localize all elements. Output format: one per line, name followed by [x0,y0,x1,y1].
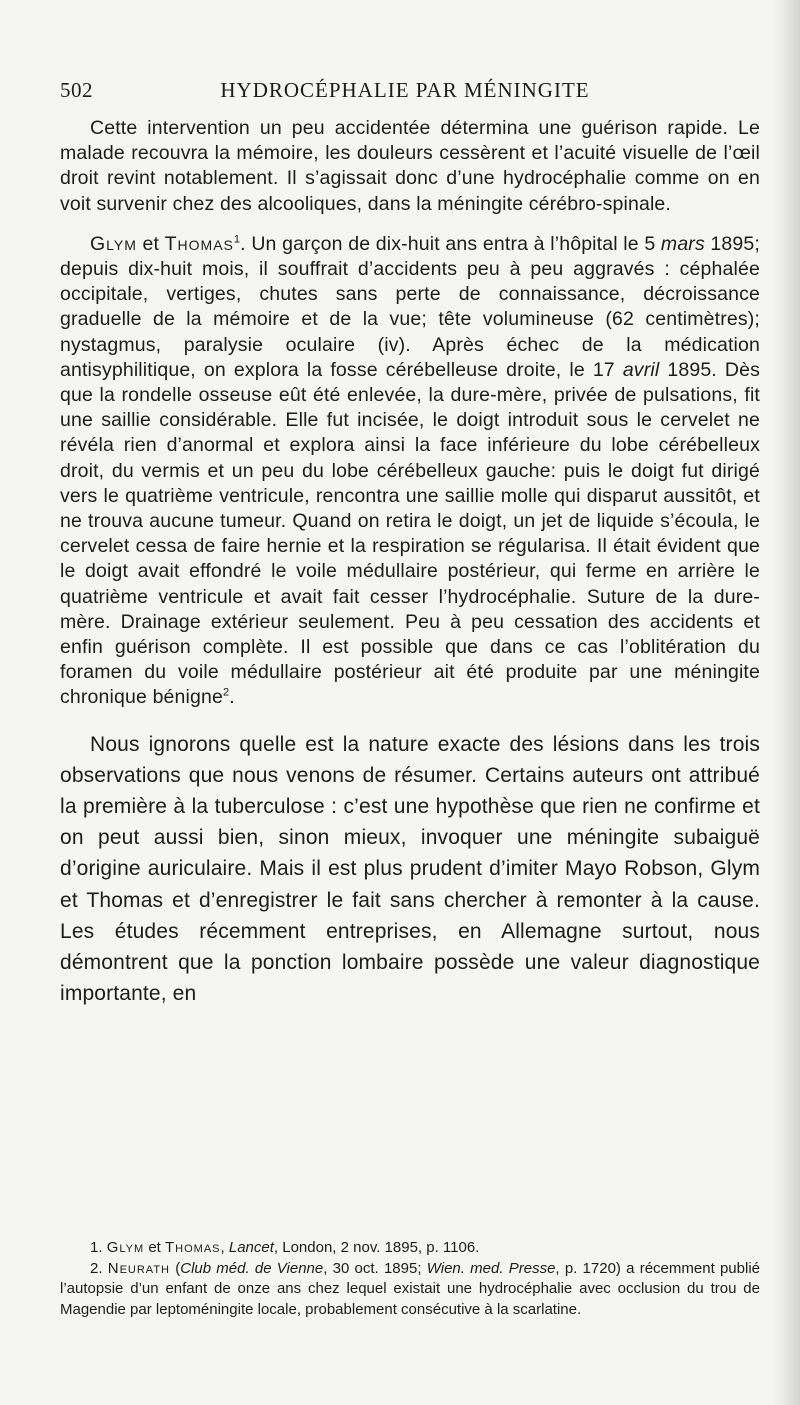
paragraph-glym-thomas-case [60,232,760,711]
footnote-reference-1[interactable]: 1 [233,233,241,246]
author-name: Thomas [165,1239,221,1256]
paragraph-discussion: Nous ignorons quelle est la nature exacte des lésions dans les trois observations que nous venons de résumer. Certains auteurs ont attribué la première à la tuberculose : c’est une hypothèse que rien ne confirme et on peut aussi bien, sinon mieux, invoquer une méningite subaiguë d’origine auriculaire. Mais il est plus prudent d’imiter Mayo Robson, Glym et Thomas et d’enregistrer le fait sans chercher à remonter à la cause. Les études récemment entreprises, en Allemagne surtout, nous démontrent que la ponction lombaire possède une valeur diagnostique importante, en [60,732,760,1006]
text-run: , London, 2 nov. 1895, p. 1106. [273,1239,480,1256]
text-run: . [229,686,235,709]
main-text [60,116,760,1010]
date-month: mars [660,232,705,255]
journal-title: Club méd. de Vienne [180,1259,324,1277]
date-month: avril [622,358,660,381]
footnote-number: 1. [90,1239,107,1256]
text-run: , 30 oct. 1895; [323,1259,427,1277]
text-run: , p. 1720) a récemment publié l’autopsie d’un enfant de onze ans chez lequel existait une hydrocéphalie avec occlusion du trou de Magendie par leptoméningite locale, probablement consécutive à la scarlatine. [60,1259,760,1319]
text-run: et [136,232,165,255]
footnote-2 [60,1259,760,1321]
journal-title: Wien. med. Presse [426,1259,556,1277]
journal-title: Lancet [228,1239,274,1256]
text-run: , [220,1239,229,1256]
footnote-number: 2. [90,1259,108,1277]
text-run: et [144,1239,166,1256]
footnote-1 [60,1238,760,1259]
author-name: Thomas [164,232,234,255]
author-name: Neurath [107,1259,170,1277]
scan-shadow-edge [772,0,800,1405]
text-run: 1895; depuis dix-huit mois, il souffrait d’accidents peu à peu aggravés : céphalée occipitale, vertiges, chutes sans perte de connaissance, décroissance graduelle de la mémoire et de la vue; tête volumineuse (62 centimètres); nystagmus, paralysie oculaire (iv). Après échec de la médication antisyphilitique, on explora la fosse cérébelleuse droite, le 17 [60,232,760,381]
text-run: ( [170,1259,181,1277]
text-run: 1895. Dès que la rondelle osseuse eût été enlevée, la dure-mère, privée de pulsations, fit une saillie considérable. Elle fut incisée, le doigt introduit sous le cervelet ne révéla rien d’anormal et explora ainsi la face inférieure du lobe cérébelleux droit, du vermis et un peu du lobe cérébelleux gauche: puis le doigt fut dirigé vers le quatrième ventricule, rencontra une saillie molle qui disparut aussitôt, et ne trouva aucune tumeur. Quand on retira le doigt, un jet de liquide s’écoula, le cervelet cessa de faire hernie et la respiration se régularisa. Il était évident que le doigt avait effondré le voile médullaire postérieur, qui ferme en arrière le quatrième ventricule et avait fait cesser l’hydrocéphalie. Suture de la dure-mère. Drainage extérieur seulement. Peu à peu cessation des accidents et enfin guérison complète. Il est possible que dans ce cas l’oblitération du foramen du voile médullaire postérieur ait été produite par une méningite chronique bénigne [60,358,761,709]
author-name: Glym [106,1239,145,1256]
running-title: HYDROCÉPHALIE PAR MÉNINGITE [220,78,590,102]
page-header [60,78,750,106]
footnotes [60,1238,760,1321]
text-run: . Un garçon de dix-huit ans entra à l’hôpital le 5 [240,232,661,255]
footnote-reference-2[interactable]: 2 [223,686,230,699]
page-number: 502 [60,78,93,102]
paragraph-conclusion: Cette intervention un peu accidentée détermina une guérison rapide. Le malade recouvra la mémoire, les douleurs cessèrent et l’acuité visuelle de l’œil droit revint notablement. Il s’agissait donc d’une hydrocéphalie comme on en voit survenir chez des alcooliques, dans la méningite cérébro-spinale. [60,117,760,215]
author-name: Glym [90,232,137,255]
